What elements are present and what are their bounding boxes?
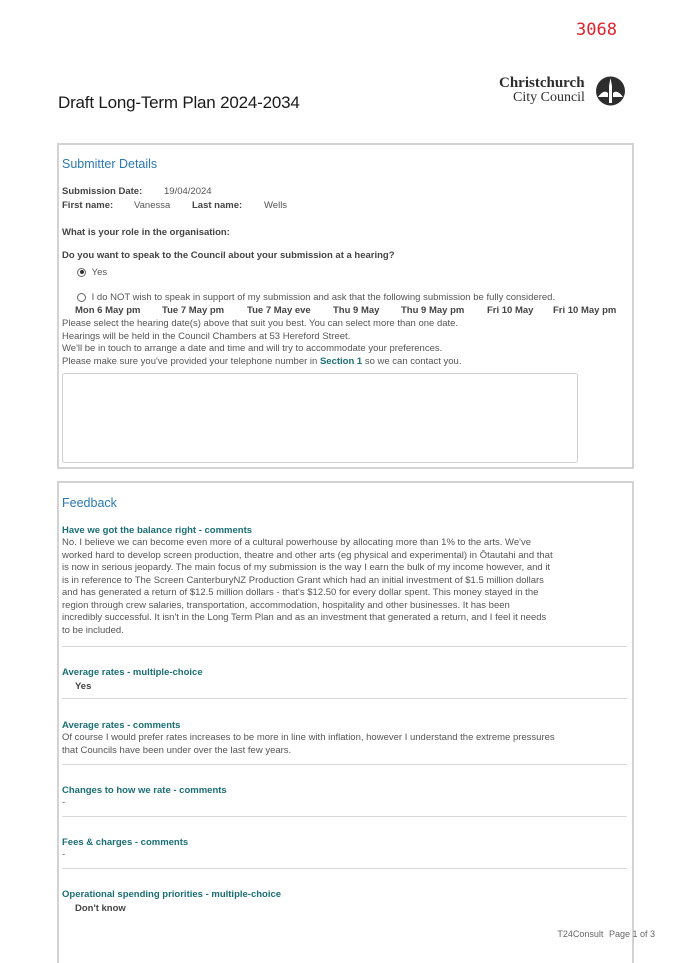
option-yes[interactable] xyxy=(77,267,107,278)
divider xyxy=(62,764,627,765)
changes-rate-comments-body: - xyxy=(62,797,66,808)
balance-line: worked hard to develop screen production, theatre and other arts (eg physical and experimental) in Ōtautahi and that xyxy=(62,549,553,561)
average-rates-line: Of course I would prefer rates increases to be more in line with inflation, however I understand the extreme pressures xyxy=(62,732,555,743)
balance-line: is now in serious jeopardy. The main focus of my submission is the way I earn the bulk of my income however, and it xyxy=(62,562,551,573)
balance-comments-body xyxy=(62,537,553,637)
changes-rate-comments-title: Changes to how we rate - comments xyxy=(62,785,227,796)
section-1-link[interactable]: Section 1 xyxy=(319,355,363,367)
divider xyxy=(62,698,627,699)
role-question: What is your role in the organisation: xyxy=(62,227,230,238)
hearing-info-line4-post: so we can contact you. xyxy=(362,355,462,367)
page-footer xyxy=(557,929,655,939)
divider xyxy=(62,816,627,817)
hearing-info-line2: Hearings will be held in the Council Chambers at 53 Hereford Street. xyxy=(62,330,351,342)
first-name-value: Vanessa xyxy=(134,200,171,211)
last-name-value: Wells xyxy=(264,200,288,211)
comments-textarea[interactable] xyxy=(62,373,578,463)
radio-unselected-icon[interactable] xyxy=(77,293,86,302)
operational-spending-title: Operational spending priorities - multiple-choice xyxy=(62,889,282,900)
option-no[interactable] xyxy=(77,292,555,303)
balance-line: and has generated a return of $12.5 million dollars - that's $12.50 for every dollar spent. This money stayed in the xyxy=(62,587,539,598)
divider xyxy=(62,868,627,869)
submission-date-label: Submission Date: xyxy=(62,186,143,197)
hearing-info-line1: Please select the hearing date(s) above that suit you best. You can select more than one date. xyxy=(62,318,459,329)
logo-line2: City Council xyxy=(513,90,585,105)
average-rates-choice-title: Average rates - multiple-choice xyxy=(62,667,203,678)
hearing-date-3[interactable]: Tue 7 May eve xyxy=(247,305,311,316)
average-rates-line: that Councils have been under over the last few years. xyxy=(62,744,292,756)
balance-line: is in reference to The Screen CanterburyNZ Production Grant which had an initial investment of $1.5 million dollars xyxy=(62,574,544,586)
speak-question: Do you want to speak to the Council about your submission at a hearing? xyxy=(62,250,395,261)
submission-date-value: 19/04/2024 xyxy=(164,186,212,197)
hearing-date-4[interactable]: Thu 9 May xyxy=(333,305,380,316)
document-title: Draft Long-Term Plan 2024-2034 xyxy=(58,93,300,112)
last-name-label: Last name: xyxy=(192,200,243,211)
logo-line1: Christchurch xyxy=(499,75,585,91)
balance-line: to be included. xyxy=(62,624,124,636)
balance-line: incredibly successful. It isn't in the Long Term Plan and as an investment that generated a return, and I feel it needs xyxy=(62,612,547,623)
first-name-label: First name: xyxy=(62,200,114,211)
hearing-info-line4-pre: Please make sure you've provided your telephone number in xyxy=(62,355,320,367)
hearing-date-6[interactable]: Fri 10 May xyxy=(487,305,534,316)
council-logo xyxy=(499,75,629,109)
hearing-date-7[interactable]: Fri 10 May pm xyxy=(553,305,617,316)
average-rates-choice-value: Yes xyxy=(75,681,92,692)
operational-spending-value: Don't know xyxy=(75,903,126,914)
average-rates-comments-title: Average rates - comments xyxy=(62,720,181,731)
hearing-date-1[interactable]: Mon 6 May pm xyxy=(75,305,141,316)
hearing-info-line3: We'll be in touch to arrange a date and time and will try to accommodate your preferences. xyxy=(62,343,443,354)
feedback-heading: Feedback xyxy=(62,496,117,510)
divider xyxy=(62,646,627,647)
fees-charges-comments-body: - xyxy=(62,849,66,860)
cathedral-logo-icon xyxy=(595,75,626,107)
balance-comments-title: Have we got the balance right - comments xyxy=(62,525,253,536)
submitter-details-heading: Submitter Details xyxy=(62,157,158,171)
footer-source: T24Consult xyxy=(557,929,604,939)
average-rates-comments-body xyxy=(62,732,555,757)
page-number: 3068 xyxy=(576,20,617,40)
hearing-date-5[interactable]: Thu 9 May pm xyxy=(401,305,465,316)
footer-page: Page 1 of 3 xyxy=(608,929,655,939)
hearing-info xyxy=(62,318,461,368)
option-yes-label: Yes xyxy=(91,267,108,278)
hearing-info-line4 xyxy=(62,356,461,369)
option-no-label: I do NOT wish to speak in support of my submission and ask that the following submission be fully considered. xyxy=(91,292,556,303)
radio-selected-icon[interactable] xyxy=(77,268,86,277)
balance-line: region through crew salaries, transportation, accommodation, hospitality and other businesses. It has been xyxy=(62,599,510,611)
fees-charges-comments-title: Fees & charges - comments xyxy=(62,837,189,848)
hearing-date-2[interactable]: Tue 7 May pm xyxy=(162,305,225,316)
balance-line: No. I believe we can become even more of a cultural powerhouse by allocating more than 1% to the arts. We've xyxy=(62,537,531,548)
